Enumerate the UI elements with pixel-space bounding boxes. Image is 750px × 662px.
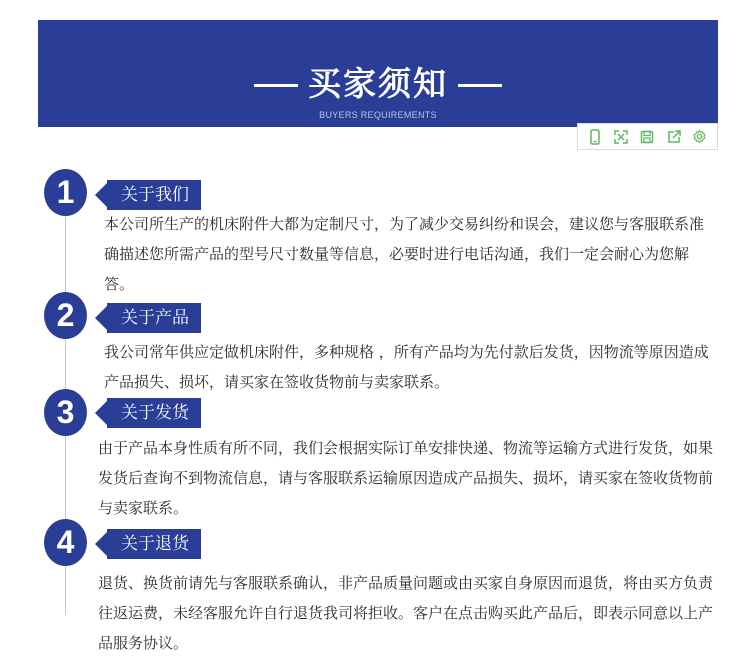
section-1-text: 本公司所生产的机床附件大都为定制尺寸，为了减少交易纠纷和误会，建议您与客服联系准确描述您所需产品的型号尺寸数量等信息，必要时进行电话沟通，我们一定会耐心为您解答。: [104, 215, 705, 293]
section-3-number: 3: [44, 389, 87, 436]
save-icon[interactable]: [636, 126, 658, 148]
banner-title-text: 买家须知: [308, 64, 448, 103]
floating-toolbar: [577, 123, 718, 150]
title-dash-right: [458, 84, 502, 87]
section-4-text: 退货、换货前请先与客服联系确认，非产品质量问题或由买家自身原因而退货，将由买方负责往返运费，未经客服允许自行退货我司将拒收。客户在点击购买此产品后，即表示同意以上产品服务协议。: [98, 574, 714, 652]
section-2-tag: 关于产品: [107, 303, 201, 333]
banner-subtitle: BUYERS REQUIREMENTS: [319, 110, 437, 120]
settings-icon[interactable]: [689, 126, 711, 148]
section-3-tag: 关于发货: [107, 398, 201, 428]
section-1-number: 1: [44, 169, 87, 216]
section-4-tag: 关于退货: [107, 529, 201, 559]
section-3-text: 由于产品本身性质有所不同，我们会根据实际订单安排快递、物流等运输方式进行发货，如果发货后查询不到物流信息，请与客服联系运输原因造成产品损失、损坏，请买家在签收货物前与卖家联系。: [98, 439, 714, 517]
share-icon[interactable]: [663, 126, 685, 148]
phone-icon[interactable]: [584, 126, 606, 148]
expand-icon[interactable]: [610, 126, 632, 148]
section-1-tag: 关于我们: [107, 180, 201, 210]
section-4-number: 4: [44, 519, 87, 566]
header-banner: [38, 20, 718, 127]
section-2-text: 我公司常年供应定做机床附件，多种规格 ，所有产品均为先付款后发货，因物流等原因造成产品损失、损坏，请买家在签收货物前与卖家联系。: [104, 343, 709, 391]
title-dash-left: [254, 84, 298, 87]
banner-title: [38, 58, 718, 105]
section-2-number: 2: [44, 292, 87, 339]
